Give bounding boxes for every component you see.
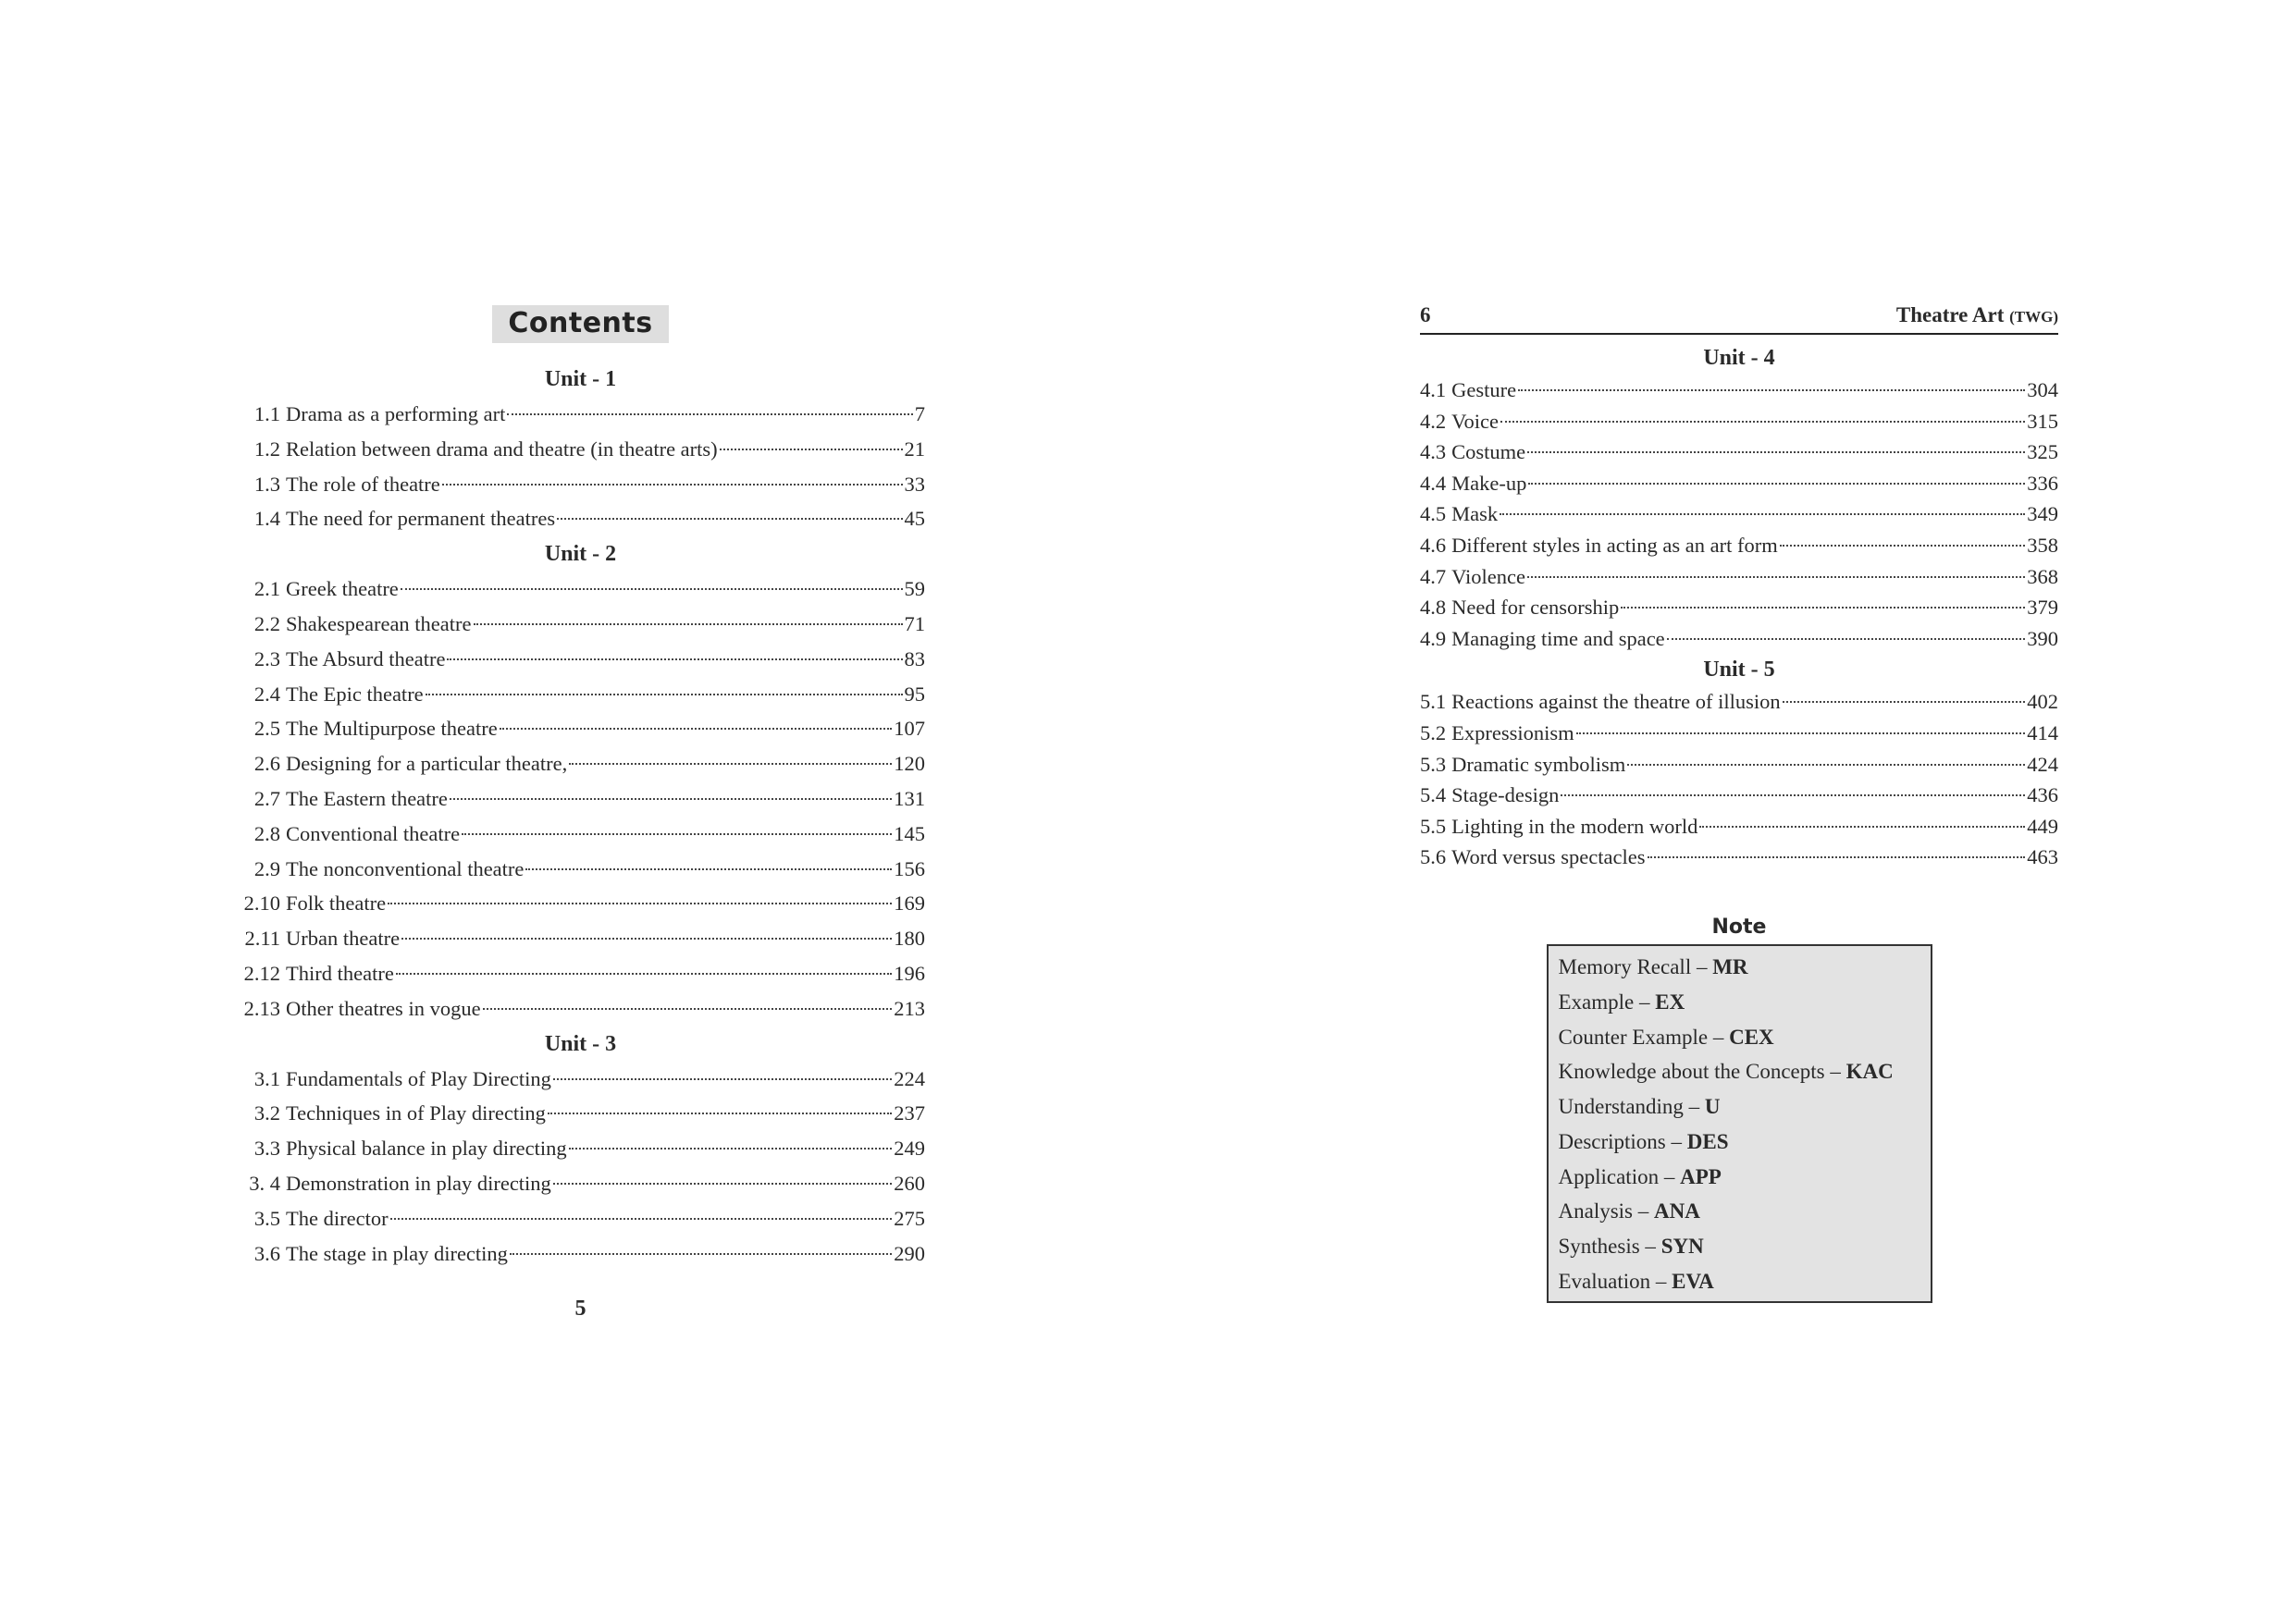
toc-entry[interactable]: [236, 852, 925, 887]
toc-entry-number: 4.9: [1420, 626, 1447, 650]
note-title: Note: [1711, 915, 1767, 939]
toc-entry-title: The stage in play directing: [286, 1241, 508, 1265]
note-item-label: Analysis –: [1558, 1199, 1649, 1223]
dot-leader: [401, 938, 892, 940]
toc-entry-page: 71: [904, 611, 925, 635]
toc-entry-page: 95: [904, 682, 925, 706]
toc-entry-page: 402: [2027, 690, 2058, 714]
toc-entry-number: 4.7: [1420, 564, 1447, 588]
toc-entry-title: Make-up: [1451, 471, 1527, 495]
note-item: [1559, 1054, 1914, 1089]
toc-entry-title: The Epic theatre: [286, 682, 424, 706]
toc-entry-number: 5.5: [1420, 814, 1447, 838]
toc-entry-page: 414: [2027, 720, 2058, 744]
dot-leader: [1783, 701, 2026, 703]
unit-heading: Unit - 3: [544, 1031, 617, 1056]
toc-entry[interactable]: [1420, 592, 2058, 623]
contents-title-wrap: [236, 305, 925, 343]
toc-entry-title: Conventional theatre: [286, 821, 461, 845]
toc-entry-number: 5.4: [1420, 783, 1447, 807]
toc-entry[interactable]: [1420, 749, 2058, 781]
note-item: [1559, 1020, 1914, 1055]
toc-entry-title: Violence: [1451, 564, 1525, 588]
toc-entry[interactable]: [1420, 623, 2058, 655]
toc-entry-title: Techniques in of Play directing: [286, 1101, 546, 1125]
toc-entry-page: 120: [894, 752, 925, 776]
unit-heading: Unit - 4: [1703, 346, 1775, 370]
toc-entry-page: 368: [2027, 564, 2058, 588]
toc-entry-number: 2.4: [253, 682, 280, 706]
dot-leader: [447, 658, 902, 660]
toc-entry[interactable]: [1420, 811, 2058, 842]
toc-entry-page: 131: [894, 786, 925, 810]
dot-leader: [553, 1183, 892, 1185]
toc-entry-page: 390: [2027, 626, 2058, 650]
toc-entry-number: 2.11: [244, 927, 280, 951]
toc-entry-page: 196: [894, 961, 925, 985]
toc-entry-page: 290: [894, 1241, 925, 1265]
toc-entry-number: 2.7: [253, 786, 280, 810]
toc-entry-title: The director: [286, 1206, 389, 1230]
toc-entry-title: Gesture: [1451, 378, 1517, 401]
toc-entry-page: 336: [2027, 471, 2058, 495]
left-page: [236, 305, 925, 1322]
toc-entry-title: Word versus spectacles: [1451, 845, 1646, 869]
toc-entry-page: 249: [894, 1137, 925, 1161]
toc-entry-number: 4.8: [1420, 596, 1447, 620]
toc-entry[interactable]: [236, 501, 925, 536]
toc-entry-title: Physical balance in play directing: [286, 1137, 567, 1161]
toc-entry-title: Reactions against the theatre of illusion: [1451, 690, 1781, 714]
note-box: [1547, 944, 1932, 1303]
toc-entry[interactable]: [236, 886, 925, 921]
note-item-label: Application –: [1558, 1164, 1675, 1188]
toc-entry-title: Fundamentals of Play Directing: [286, 1066, 551, 1090]
toc-entry-number: 2.12: [243, 961, 280, 985]
dot-leader: [507, 413, 912, 415]
dot-leader: [1667, 638, 2026, 640]
toc-entry-number: 1.2: [253, 436, 280, 461]
toc-entry[interactable]: [236, 1166, 925, 1201]
toc-entry-number: 4.4: [1420, 471, 1447, 495]
unit-heading: Unit - 2: [544, 542, 617, 567]
toc-entry-number: 2.5: [253, 717, 280, 741]
dot-leader: [1500, 513, 2025, 515]
toc-entry-number: 2.8: [253, 821, 280, 845]
toc-entry[interactable]: [236, 921, 925, 956]
dot-leader: [396, 973, 892, 975]
note-item-abbr: DES: [1686, 1129, 1729, 1153]
note-item: [1559, 1194, 1914, 1229]
toc-entry-title: Greek theatre: [286, 577, 399, 601]
toc-entry[interactable]: [236, 1131, 925, 1166]
note-item: [1559, 985, 1914, 1020]
toc-entry-number: 4.5: [1420, 502, 1447, 526]
toc-entry-title: The nonconventional theatre: [286, 856, 525, 880]
dot-leader: [553, 1078, 892, 1080]
toc-entry-number: 3.2: [253, 1101, 280, 1125]
toc-entry-title: Other theatres in vogue: [286, 996, 481, 1020]
note-item-label: Memory Recall –: [1558, 954, 1708, 978]
note-item-label: Counter Example –: [1558, 1025, 1724, 1049]
toc-entry-page: 358: [2027, 533, 2058, 557]
toc-entry-title: Expressionism: [1451, 720, 1574, 744]
dot-leader: [1699, 826, 2025, 828]
dot-leader: [474, 623, 903, 625]
toc-entry-title: Costume: [1451, 440, 1526, 464]
toc-entry-number: 3.6: [253, 1241, 280, 1265]
note-item-label: Understanding –: [1558, 1095, 1700, 1119]
toc-entry-number: 5.3: [1420, 752, 1447, 776]
toc-entry-page: 379: [2027, 596, 2058, 620]
toc-entry-number: 4.3: [1420, 440, 1447, 464]
toc-entry-title: The need for permanent theatres: [286, 507, 556, 531]
dot-leader: [1528, 483, 2025, 485]
dot-leader: [1780, 545, 2026, 547]
toc-entry-title: Shakespearean theatre: [286, 611, 472, 635]
toc-entry[interactable]: [236, 711, 925, 746]
dot-leader: [401, 588, 903, 590]
toc-entry[interactable]: [1420, 561, 2058, 593]
toc-entry-title: Dramatic symbolism: [1451, 752, 1626, 776]
note-item-abbr: MR: [1712, 954, 1748, 978]
toc-entry-title: The Absurd theatre: [286, 646, 446, 670]
toc-entry-page: 33: [904, 472, 925, 496]
toc-entry-title: Need for censorship: [1451, 596, 1620, 620]
dot-leader: [548, 1113, 892, 1114]
note-item-abbr: ANA: [1654, 1199, 1700, 1223]
right-toc: [1420, 342, 2058, 873]
toc-entry-page: 424: [2027, 752, 2058, 776]
note-item-abbr: U: [1704, 1095, 1721, 1119]
toc-entry-title: Stage-design: [1451, 783, 1560, 807]
running-head: [1420, 303, 2058, 335]
toc-entry-number: 1.4: [253, 507, 280, 531]
toc-entry-page: 45: [904, 507, 925, 531]
toc-entry-number: 3. 4: [249, 1171, 280, 1195]
toc-entry[interactable]: [236, 677, 925, 712]
contents-title: Contents: [492, 305, 668, 343]
note-item: [1559, 1089, 1914, 1125]
toc-entry-number: 5.6: [1420, 845, 1447, 869]
dot-leader: [390, 1218, 893, 1220]
page-number-left: 5: [574, 1297, 586, 1322]
note-item: [1559, 1160, 1914, 1195]
dot-leader: [1518, 389, 2025, 391]
toc-entry[interactable]: [236, 1201, 925, 1236]
toc-entry-page: 315: [2027, 409, 2058, 433]
toc-entry-number: 3.5: [253, 1206, 280, 1230]
toc-entry-title: The Multipurpose theatre: [286, 717, 498, 741]
toc-entry-number: 4.6: [1420, 533, 1447, 557]
toc-entry[interactable]: [236, 467, 925, 502]
toc-entry[interactable]: [236, 642, 925, 677]
toc-entry-page: 156: [894, 856, 925, 880]
toc-entry[interactable]: [1420, 780, 2058, 811]
toc-entry-page: 304: [2027, 378, 2058, 401]
note-item-abbr: EX: [1655, 990, 1685, 1014]
toc-entry[interactable]: [1420, 436, 2058, 468]
toc-entry[interactable]: [236, 1062, 925, 1097]
toc-entry-page: 449: [2027, 814, 2058, 838]
dot-leader: [1527, 451, 2025, 453]
toc-entry[interactable]: [1420, 406, 2058, 437]
dot-leader: [388, 903, 892, 904]
toc-entry-page: 107: [894, 717, 925, 741]
toc-entry-page: 349: [2027, 502, 2058, 526]
dot-leader: [1621, 607, 2025, 609]
toc-entry-title: Urban theatre: [286, 927, 401, 951]
toc-entry-title: Voice: [1451, 409, 1499, 433]
note-item-abbr: SYN: [1660, 1235, 1704, 1259]
toc-entry-page: 213: [894, 996, 925, 1020]
toc-entry-page: 463: [2027, 845, 2058, 869]
toc-entry-page: 83: [904, 646, 925, 670]
toc-entry[interactable]: [236, 432, 925, 467]
toc-entry-page: 145: [894, 821, 925, 845]
dot-leader: [510, 1253, 892, 1255]
toc-entry[interactable]: [236, 397, 925, 432]
dot-leader: [442, 484, 903, 486]
toc-entry-number: 3.1: [253, 1066, 280, 1090]
note-item-abbr: APP: [1680, 1164, 1722, 1188]
toc-entry-page: 325: [2027, 440, 2058, 464]
toc-entry-page: 260: [894, 1171, 925, 1195]
dot-leader: [525, 868, 892, 870]
header-title: Theatre Art: [1895, 303, 2005, 326]
dot-leader: [426, 694, 903, 695]
toc-entry[interactable]: [1420, 842, 2058, 873]
toc-entry-page: 436: [2027, 783, 2058, 807]
toc-entry[interactable]: [1420, 718, 2058, 749]
unit-heading: Unit - 1: [544, 367, 617, 391]
toc-entry-number: 2.2: [253, 611, 280, 635]
note-item: [1559, 1229, 1914, 1264]
note-item-abbr: EVA: [1672, 1270, 1714, 1294]
toc-entry-number: 5.1: [1420, 690, 1447, 714]
note-item: [1559, 1125, 1914, 1160]
dot-leader: [462, 833, 892, 835]
toc-entry-page: 180: [894, 927, 925, 951]
dot-leader: [569, 1148, 893, 1150]
toc-entry-number: 2.6: [253, 752, 280, 776]
toc-entry[interactable]: [236, 607, 925, 642]
dot-leader: [569, 763, 892, 765]
toc-entry[interactable]: [1420, 686, 2058, 718]
dot-leader: [1500, 421, 2025, 423]
note-item-label: Example –: [1558, 990, 1650, 1014]
toc-entry[interactable]: [236, 1096, 925, 1131]
toc-entry-number: 2.1: [253, 577, 280, 601]
toc-entry[interactable]: [236, 956, 925, 991]
dot-leader: [1527, 576, 2025, 578]
header-subtitle: (TWG): [2009, 308, 2058, 326]
dot-leader: [500, 728, 893, 730]
dot-leader: [1627, 764, 2025, 766]
toc-entry[interactable]: [1420, 375, 2058, 406]
toc-entry-page: 21: [904, 436, 925, 461]
toc-entry-title: Third theatre: [286, 961, 394, 985]
header-title-wrap: [1896, 303, 2058, 327]
toc-entry-number: 1.1: [253, 402, 280, 425]
note-item: [1559, 950, 1914, 985]
toc-entry-title: Folk theatre: [286, 891, 387, 916]
unit-heading: Unit - 5: [1703, 658, 1775, 682]
dot-leader: [1561, 794, 2025, 796]
toc-entry-page: 7: [914, 402, 925, 425]
toc-entry-number: 2.9: [253, 856, 280, 880]
toc-entry[interactable]: [236, 746, 925, 781]
toc-entry-number: 4.1: [1420, 378, 1447, 401]
note-item-label: Descriptions –: [1558, 1129, 1683, 1153]
toc-entry-title: Demonstration in play directing: [286, 1171, 551, 1195]
toc-entry-page: 169: [894, 891, 925, 916]
toc-entry-number: 1.3: [253, 472, 280, 496]
note-item-abbr: KAC: [1845, 1060, 1894, 1084]
toc-entry-number: 5.2: [1420, 720, 1447, 744]
dot-leader: [557, 518, 902, 520]
dot-leader: [450, 798, 892, 800]
toc-entry-title: Mask: [1451, 502, 1499, 526]
header-page-number: 6: [1420, 303, 1431, 326]
note-item-label: Synthesis –: [1558, 1235, 1656, 1259]
note-item-label: Evaluation –: [1558, 1270, 1667, 1294]
toc-entry[interactable]: [236, 817, 925, 852]
note-block: [1420, 916, 2058, 1303]
toc-entry-number: 2.10: [243, 891, 280, 916]
note-item: [1559, 1264, 1914, 1299]
toc-entry-page: 59: [904, 577, 925, 601]
toc-entry-title: Managing time and space: [1451, 626, 1665, 650]
toc-entry-page: 224: [894, 1066, 925, 1090]
toc-entry-number: 2.3: [253, 646, 280, 670]
toc-entry-title: Drama as a performing art: [286, 402, 506, 425]
toc-entry[interactable]: [236, 781, 925, 817]
right-page: [1420, 303, 2058, 1303]
toc-entry-number: 3.3: [253, 1137, 280, 1161]
toc-entry-title: Lighting in the modern world: [1451, 814, 1698, 838]
toc-entry-title: Designing for a particular theatre,: [286, 752, 568, 776]
toc-entry-page: 275: [894, 1206, 925, 1230]
toc-entry[interactable]: [1420, 498, 2058, 530]
toc-entry-title: The role of theatre: [286, 472, 440, 496]
note-item-label: Knowledge about the Concepts –: [1558, 1060, 1841, 1084]
toc-entry-number: 4.2: [1420, 409, 1447, 433]
toc-entry-page: 237: [894, 1101, 925, 1125]
toc-entry[interactable]: [236, 1236, 925, 1272]
dot-leader: [483, 1008, 893, 1010]
toc-entry[interactable]: [236, 991, 925, 1027]
toc-entry-number: 2.13: [243, 996, 280, 1020]
left-toc: [236, 362, 925, 1271]
toc-entry[interactable]: [1420, 530, 2058, 561]
dot-leader: [1576, 732, 2026, 734]
toc-entry-title: Different styles in acting as an art form: [1451, 533, 1778, 557]
toc-entry[interactable]: [1420, 468, 2058, 499]
toc-entry-title: Relation between drama and theatre (in theatre arts): [286, 436, 718, 461]
note-item-abbr: CEX: [1729, 1025, 1774, 1049]
dot-leader: [1648, 856, 2026, 858]
dot-leader: [720, 449, 903, 450]
toc-entry-title: The Eastern theatre: [286, 786, 448, 810]
toc-entry[interactable]: [236, 572, 925, 607]
